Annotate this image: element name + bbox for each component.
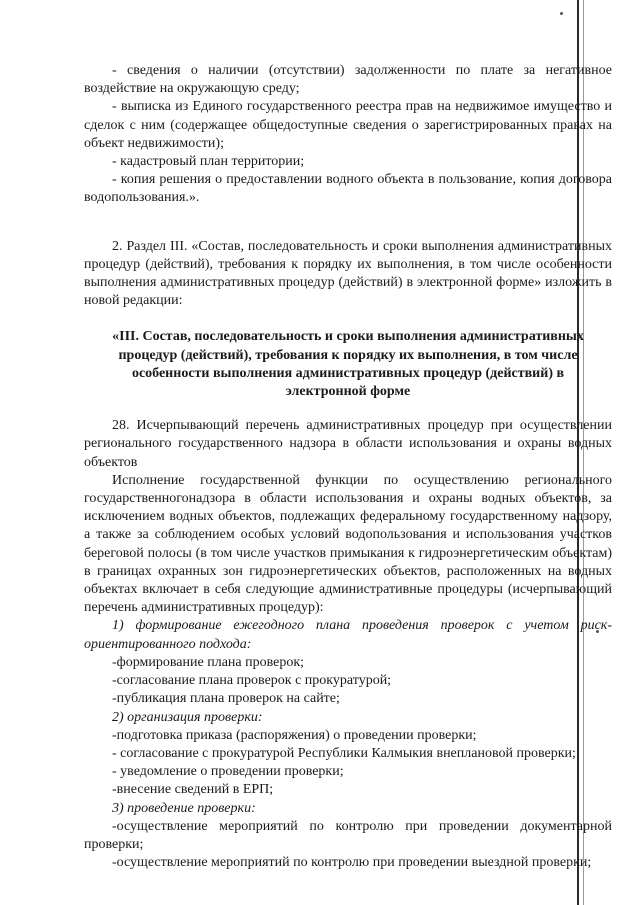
stage-1-item: -формирование плана проверок; bbox=[112, 654, 305, 670]
stage-3-title: 3) проведение проверки: bbox=[112, 800, 256, 816]
stage-1-item: -публикация плана проверок на сайте; bbox=[112, 691, 340, 707]
stage-2-title: 2) организация проверки: bbox=[112, 709, 263, 725]
stage-1-item: -согласование плана проверок с прокуратурой; bbox=[112, 673, 392, 689]
stage-1-title: 1) формирование ежегодного плана проведения проверок с учетом риск-ориентированного подхода: bbox=[84, 618, 612, 652]
paragraph-28: 28. Исчерпывающий перечень административных процедур при осуществлении регионального государственного надзора в области использования и охраны водных объектов bbox=[84, 418, 612, 470]
section-2-paragraph: 2. Раздел III. «Состав, последовательность и сроки выполнения административных процедур (действий), требования к порядку их выполнения, в том числе особенности выполнения административных процедур (действий) в электронной форме» изложить в новой редакции: bbox=[84, 238, 612, 309]
intro-item: - копия решения о предоставлении водного объекта в пользование, копия договора водопользования.». bbox=[84, 172, 612, 206]
stage-3-item: -осуществление мероприятий по контролю при проведении документарной проверки; bbox=[84, 818, 612, 852]
stage-2-item: -подготовка приказа (распоряжения) о проведении проверки; bbox=[112, 727, 477, 743]
function-paragraph: Исполнение государственной функции по осуществлению регионального государственногонадзора в области использования и охраны водных объектов, за исключением водных объектов, подлежащих федеральному государственному надзору, а также за соблюдением особых условий водопользования и использования участков береговой полосы (в том числе участков примыкания к гидроэнергетическим объектам) в границах охранных зон гидроэнергетических объектов, расположенных на водных объектах включает в себя следующие административные процедуры (исчерпывающий перечень административных процедур): bbox=[84, 472, 612, 616]
section-heading: «III. Состав, последовательность и сроки выполнения административных процедур (действий), требования к порядку их выполнения, в том числе особенности выполнения административных процедур (действий) в электронной форме bbox=[112, 329, 584, 400]
stage-2-item: - уведомление о проведении проверки; bbox=[112, 764, 344, 780]
document-body bbox=[84, 62, 612, 872]
scan-speck bbox=[560, 12, 563, 15]
intro-item: - выписка из Единого государственного реестра прав на недвижимое имущество и сделок с ним (содержащее общедоступные сведения о зарегистрированных правах на объект недвижимости); bbox=[84, 99, 612, 151]
intro-item: - кадастровый план территории; bbox=[112, 154, 305, 170]
stage-2-item: -внесение сведений в ЕРП; bbox=[112, 782, 274, 798]
intro-item: - сведения о наличии (отсутствии) задолженности по плате за негативное воздействие на окружающую среду; bbox=[84, 63, 612, 97]
stage-2-item: - согласование с прокуратурой Республики Калмыкия внеплановой проверки; bbox=[112, 745, 576, 761]
stage-3-item: -осуществление мероприятий по контролю при проведении выездной проверки; bbox=[112, 855, 592, 871]
